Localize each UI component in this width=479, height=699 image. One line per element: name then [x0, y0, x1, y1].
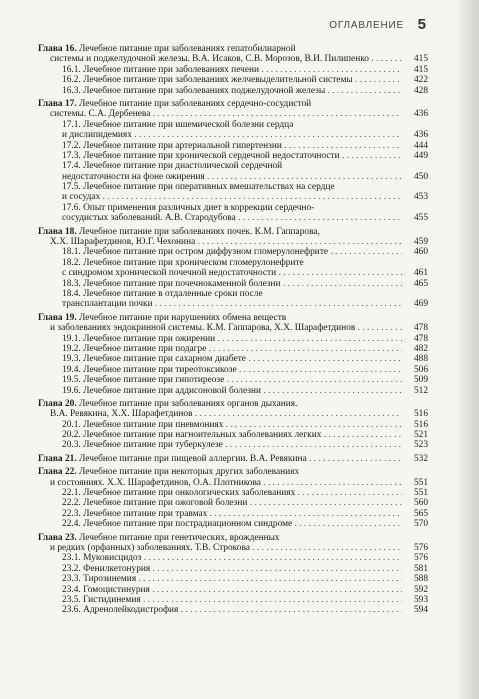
toc-entry-line	[62, 247, 428, 257]
chapter-title-text: Глава 22. Лечебное питание при некоторых других заболеваниях	[38, 467, 300, 478]
toc-entry-text[interactable]: 23.6. Адренолейкодистрофия . . .	[62, 605, 402, 615]
page-ref[interactable]: 436	[413, 109, 428, 120]
page-ref[interactable]: 506	[413, 364, 428, 375]
toc-entry[interactable]	[38, 65, 428, 75]
toc-entry[interactable]	[38, 247, 428, 257]
toc-entry-text[interactable]: 20.1. Лечебное питание при пневмониях . . .	[62, 420, 402, 430]
chapter-number: Глава 20.	[38, 398, 77, 409]
page-ref[interactable]: 551	[413, 488, 428, 499]
chapter-title-line	[50, 54, 428, 64]
chapter-title-text: Глава 19. Лечебное питание при нарушениях обмена веществ	[38, 312, 287, 323]
toc-entry-text[interactable]: 18.1. Лечебное питание при остром диффузном гломерулонефрите . . .	[62, 247, 402, 257]
page-ref[interactable]: 532	[413, 453, 428, 464]
chapter-title-text[interactable]: и редких (орфанных) заболеваниях. Т.В. Строкова . . .	[50, 543, 402, 553]
toc-entry[interactable]	[38, 354, 428, 364]
toc-entry-text[interactable]: 22.3. Лечебное питание при травмах . . .	[62, 509, 402, 519]
chapter-title-text[interactable]: Х.Х. Шарафетдинов, Ю.Г. Чехонина . . .	[50, 237, 402, 247]
toc-entry-text[interactable]: 22.4. Лечебное питание при пострадиационном синдроме . . .	[62, 519, 402, 529]
toc-entry-line	[62, 420, 428, 430]
page-edge-shadow	[457, 0, 479, 699]
page-ref[interactable]: 422	[413, 75, 428, 86]
page-ref[interactable]: 521	[413, 430, 428, 441]
toc-entry[interactable]	[38, 75, 428, 85]
toc-chapter	[38, 454, 428, 464]
chapter-number: Глава 19.	[38, 312, 77, 323]
toc-entry-line	[62, 574, 428, 584]
toc-entry[interactable]	[38, 585, 428, 595]
page-ref[interactable]: 455	[413, 213, 428, 224]
toc-entry-text[interactable]: 19.5. Лечебное питание при гипотиреозе . . .	[62, 375, 402, 385]
toc-entry-text[interactable]: 19.3. Лечебное питание при сахарном диабете . . .	[62, 354, 402, 364]
running-header	[0, 16, 426, 38]
chapter-title-text[interactable]: системы и поджелудочной железы. В.А. Исаков, С.В. Морозов, В.И. Пилипенко . . .	[50, 54, 402, 64]
chapter-title-line	[50, 237, 428, 247]
page-ref[interactable]: 465	[413, 278, 428, 289]
toc-entry[interactable]	[38, 509, 428, 519]
page-ref[interactable]: 565	[413, 508, 428, 519]
toc-entry-text[interactable]: с синдромом хронической почечной недостаточности . . .	[62, 268, 402, 278]
chapter-number: Глава 22.	[38, 467, 77, 478]
chapter-title-line	[38, 467, 428, 477]
chapter-title-line	[50, 109, 428, 119]
toc-chapter	[38, 227, 428, 310]
toc-entry[interactable]	[38, 564, 428, 574]
toc-entry-line	[62, 203, 428, 213]
chapter-title-text: Глава 16. Лечебное питание при заболеваниях гепатобилиарной	[38, 44, 296, 54]
toc-entry[interactable]	[38, 151, 428, 161]
toc-entry[interactable]	[38, 440, 428, 450]
toc-entry[interactable]	[38, 279, 428, 289]
toc-entry[interactable]	[38, 161, 428, 182]
chapter-number: Глава 17.	[38, 98, 77, 109]
toc-entry-line	[62, 120, 428, 130]
page-ref[interactable]: 482	[413, 343, 428, 354]
toc-entry-text: 17.4. Лечебное питание при диастолической сердечной	[62, 161, 283, 172]
page-ref[interactable]: 478	[413, 323, 428, 334]
page-ref[interactable]: 436	[413, 130, 428, 141]
page-number: 5	[417, 16, 426, 33]
toc-entry-line	[62, 386, 428, 396]
page-ref[interactable]: 415	[413, 64, 428, 75]
toc-entry[interactable]	[38, 553, 428, 563]
table-of-contents	[38, 44, 428, 616]
toc-entry-line	[62, 334, 428, 344]
toc-entry-text[interactable]: 23.4. Гомоцистинурия . . .	[62, 585, 402, 595]
toc-entry-text[interactable]: 22.1. Лечебное питание при онкологических заболеваниях . . .	[62, 488, 402, 498]
toc-entry-text[interactable]: 19.2. Лечебное питание при подагре . . .	[62, 344, 402, 354]
chapter-title-line	[50, 409, 428, 419]
page-ref[interactable]: 459	[413, 237, 428, 248]
page-ref[interactable]: 461	[413, 268, 428, 279]
toc-entry-text: 17.6. Опыт применения различных диет в коррекции сердечно-	[62, 202, 315, 213]
toc-entry-text[interactable]: недостаточности на фоне ожирения . . .	[62, 172, 402, 182]
page-ref[interactable]: 570	[413, 519, 428, 530]
toc-entry[interactable]	[38, 203, 428, 224]
toc-entry-text[interactable]: 23.5. Гистидинемия . . .	[62, 595, 402, 605]
page-ref[interactable]: 594	[413, 605, 428, 616]
toc-entry-line	[62, 161, 428, 171]
toc-entry-line	[62, 375, 428, 385]
toc-entry-line	[62, 172, 428, 182]
toc-entry[interactable]	[38, 498, 428, 508]
page-ref[interactable]: 415	[413, 54, 428, 65]
toc-entry-line	[62, 595, 428, 605]
toc-entry-text[interactable]: 18.3. Лечебное питание при почечнокаменной болезни . . .	[62, 279, 402, 289]
page-ref[interactable]: 551	[413, 477, 428, 488]
toc-entry-line	[62, 279, 428, 289]
toc-entry-text[interactable]: 19.1. Лечебное питание при ожирении . . .	[62, 334, 402, 344]
toc-entry[interactable]	[38, 86, 428, 96]
toc-entry-line	[62, 509, 428, 519]
toc-entry-line	[62, 192, 428, 202]
toc-entry-text: 17.5. Лечебное питание при оперативных вмешательствах на сердце	[62, 182, 335, 193]
toc-entry-line	[62, 344, 428, 354]
chapter-number: Глава 16.	[38, 44, 77, 54]
toc-entry-line	[62, 268, 428, 278]
toc-chapter	[38, 533, 428, 616]
chapter-title-text: Глава 17. Лечебное питание при заболеваниях сердечно-сосудистой	[38, 98, 312, 109]
chapter-title-text[interactable]: системы. С.А. Дербенева . . .	[50, 109, 402, 119]
chapter-title-text[interactable]: В.А. Ревякина, Х.Х. Шарафетдинов . . .	[50, 409, 402, 419]
toc-entry-line	[62, 430, 428, 440]
page-ref[interactable]: 588	[413, 574, 428, 585]
chapter-title-line	[38, 44, 428, 54]
toc-entry-line	[62, 65, 428, 75]
chapter-title-text[interactable]: Глава 21. Лечебное питание при пищевой аллергии. В.А. Ревякина . . .	[38, 454, 402, 464]
toc-entry-line	[62, 605, 428, 615]
toc-entry-text[interactable]: сосудистых заболеваний. А.В. Стародубова . . .	[62, 213, 402, 223]
page-ref[interactable]: 516	[413, 409, 428, 420]
chapter-title-line	[38, 99, 428, 109]
toc-chapter	[38, 467, 428, 529]
page-ref[interactable]: 516	[413, 419, 428, 430]
toc-entry[interactable]	[38, 258, 428, 279]
toc-entry[interactable]	[38, 182, 428, 203]
toc-entry-text[interactable]: 16.2. Лечебное питание при заболеваниях желчевыделительной системы . . .	[62, 75, 402, 85]
toc-entry-text[interactable]: 23.1. Муковисцидоз . . .	[62, 553, 402, 563]
page-ref[interactable]: 581	[413, 563, 428, 574]
page-ref[interactable]: 469	[413, 299, 428, 310]
chapter-title-line	[50, 478, 428, 488]
chapter-title-line	[38, 227, 428, 237]
page-ref[interactable]: 560	[413, 498, 428, 509]
page-ref[interactable]: 512	[413, 385, 428, 396]
toc-entry-line	[62, 86, 428, 96]
chapter-title-line	[38, 399, 428, 409]
toc-entry[interactable]	[38, 375, 428, 385]
toc-entry-line	[62, 553, 428, 563]
toc-entry[interactable]	[38, 365, 428, 375]
toc-entry-line	[62, 289, 428, 299]
toc-entry-text[interactable]: 19.4. Лечебное питание при тиреотоксикозе . . .	[62, 365, 402, 375]
chapter-number: Глава 23.	[38, 532, 77, 543]
toc-entry[interactable]	[38, 605, 428, 615]
section-title: ОГЛАВЛЕНИЕ	[329, 20, 404, 31]
page-ref[interactable]: 576	[413, 542, 428, 553]
toc-entry-line	[62, 498, 428, 508]
toc-chapter	[38, 44, 428, 96]
toc-entry-line	[62, 440, 428, 450]
toc-entry-text[interactable]: и дислипидемиях . . .	[62, 130, 402, 140]
toc-entry-text: 18.2. Лечебное питание при хроническом гломерулонефрите	[62, 257, 304, 268]
toc-entry-line	[62, 354, 428, 364]
chapter-title-line	[38, 454, 428, 464]
toc-entry-line	[62, 141, 428, 151]
toc-entry-text[interactable]: и сосудах . . .	[62, 192, 402, 202]
toc-entry-line	[62, 365, 428, 375]
toc-entry-line	[62, 519, 428, 529]
toc-entry-text[interactable]: 17.3. Лечебное питание при хронической сердечной недостаточности . . .	[62, 151, 402, 161]
toc-entry-line	[62, 564, 428, 574]
toc-entry[interactable]	[38, 595, 428, 605]
toc-entry[interactable]	[38, 420, 428, 430]
page-ref[interactable]: 453	[413, 192, 428, 203]
toc-entry-line	[62, 130, 428, 140]
toc-entry[interactable]	[38, 488, 428, 498]
toc-chapter	[38, 313, 428, 396]
toc-entry[interactable]	[38, 334, 428, 344]
toc-entry-text[interactable]: 23.3. Тирозинемия . . .	[62, 574, 402, 584]
chapter-title-line	[50, 323, 428, 333]
toc-entry-text[interactable]: 20.2. Лечебное питание при нагноительных заболеваниях легких . . .	[62, 430, 402, 440]
toc-entry-text[interactable]: 20.3. Лечебное питание при туберкулезе . . .	[62, 440, 402, 450]
chapter-number: Глава 21.	[38, 453, 77, 464]
toc-chapter	[38, 99, 428, 224]
toc-entry-text[interactable]: 19.6. Лечебное питание при аддисоновой болезни . . .	[62, 386, 402, 396]
toc-entry-line	[62, 75, 428, 85]
toc-entry-text[interactable]: 16.3. Лечебное питание при заболеваниях поджелудочной железы . . .	[62, 86, 402, 96]
toc-entry[interactable]	[38, 289, 428, 310]
page-ref[interactable]: 428	[413, 85, 428, 96]
page-ref[interactable]: 592	[413, 584, 428, 595]
page-ref[interactable]: 488	[413, 354, 428, 365]
toc-entry-line	[62, 182, 428, 192]
toc-entry[interactable]	[38, 519, 428, 529]
toc-entry-text[interactable]: 16.1. Лечебное питание при заболеваниях печени . . .	[62, 65, 402, 75]
toc-entry[interactable]	[38, 141, 428, 151]
page-ref[interactable]: 478	[413, 333, 428, 344]
toc-entry-text: 18.4. Лечебное питание в отдаленные сроки после	[62, 288, 263, 299]
chapter-title-text: Глава 23. Лечебное питание при генетических, врожденных	[38, 532, 280, 543]
toc-entry[interactable]	[38, 386, 428, 396]
toc-entry[interactable]	[38, 344, 428, 354]
chapter-title-line	[50, 543, 428, 553]
chapter-title-text: Глава 18. Лечебное питание при заболеваниях почек. К.М. Гаппарова,	[38, 226, 320, 237]
chapter-title-text: Глава 20. Лечебное питание при заболеваниях органов дыхания.	[38, 398, 298, 409]
toc-entry-line	[62, 151, 428, 161]
toc-entry-line	[62, 585, 428, 595]
page-ref[interactable]: 449	[413, 150, 428, 161]
toc-entry-text: 17.1. Лечебное питание при ишемической болезни сердца	[62, 119, 294, 130]
chapter-title-text[interactable]: и заболеваниях эндокринной системы. К.М. Гаппарова, Х.Х. Шарафетдинов . . .	[50, 323, 402, 333]
toc-entry-line	[62, 258, 428, 268]
page-ref[interactable]: 450	[413, 171, 428, 182]
toc-entry-text[interactable]: трансплантации почки . . .	[62, 299, 402, 309]
page-ref[interactable]: 460	[413, 247, 428, 258]
chapter-title-line	[38, 533, 428, 543]
page-ref[interactable]: 576	[413, 553, 428, 564]
toc-entry-text[interactable]: 23.2. Фенилкетонурия . . .	[62, 564, 402, 574]
toc-entry[interactable]	[38, 120, 428, 141]
toc-entry-line	[62, 299, 428, 309]
chapter-title-text[interactable]: и состояниях. Х.Х. Шарафетдинов, О.А. Плотникова . . .	[50, 478, 402, 488]
page-ref[interactable]: 444	[413, 140, 428, 151]
toc-entry-line	[62, 213, 428, 223]
page-ref[interactable]: 593	[413, 594, 428, 605]
toc-entry-line	[62, 488, 428, 498]
toc-entry-text[interactable]: 22.2. Лечебное питание при ожоговой болезни . . .	[62, 498, 402, 508]
page-ref[interactable]: 509	[413, 375, 428, 386]
toc-entry[interactable]	[38, 430, 428, 440]
chapter-number: Глава 18.	[38, 226, 77, 237]
toc-entry-text[interactable]: 17.2. Лечебное питание при артериальной гипертензии . . .	[62, 141, 402, 151]
page-ref[interactable]: 523	[413, 440, 428, 451]
toc-chapter	[38, 399, 428, 451]
chapter-title-line	[38, 313, 428, 323]
toc-entry[interactable]	[38, 574, 428, 584]
